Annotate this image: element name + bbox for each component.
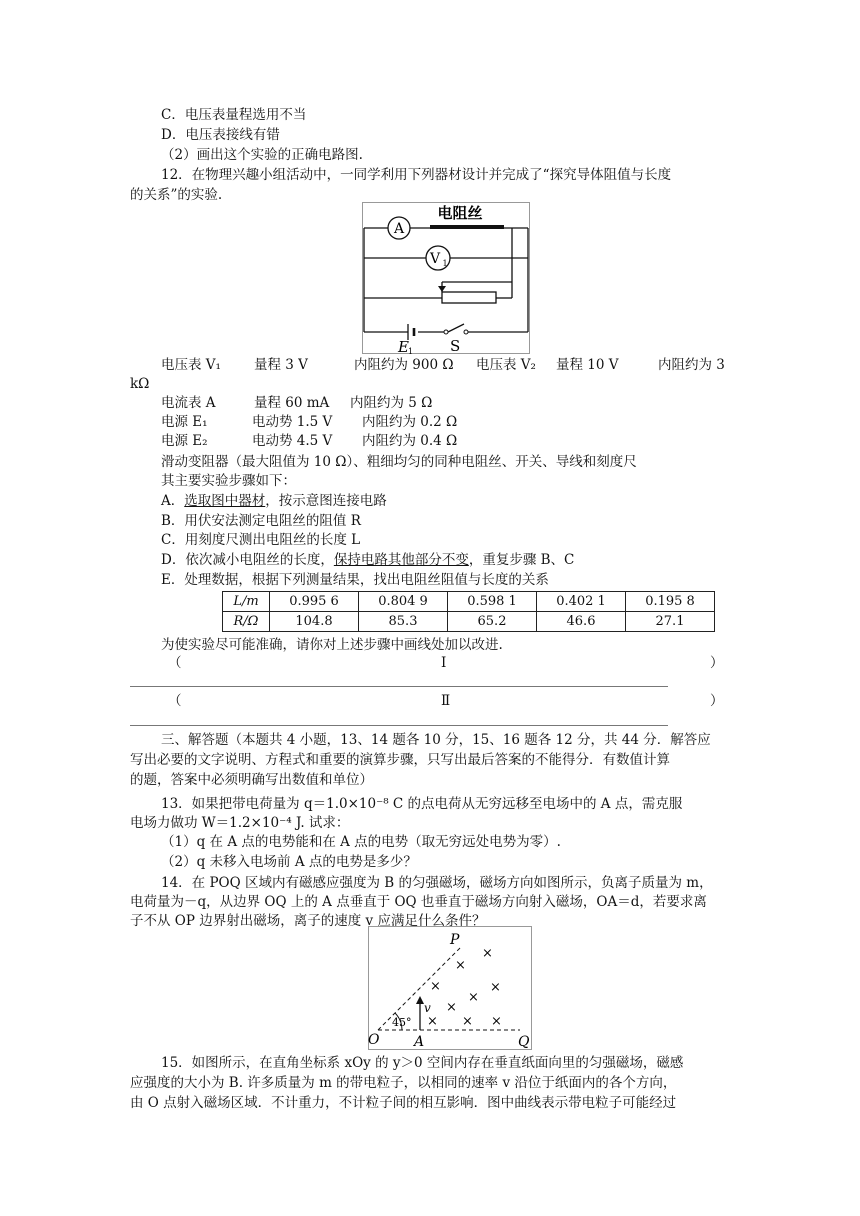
table-cell: 27.1 [626, 612, 715, 632]
field-cross-icon: × [455, 958, 466, 973]
point-a: A [414, 1034, 425, 1050]
row-label-length: L/m [223, 592, 270, 612]
e2-emf: 电动势 4.5 V [252, 433, 333, 449]
e2-name: 电源 E₂ [161, 433, 208, 449]
field-cross-icon: × [462, 1014, 473, 1029]
v1-name: 电压表 V₁ [161, 357, 221, 373]
step-c: C．用刻度尺测出电阻丝的长度 L [161, 532, 361, 548]
answer-line-1[interactable] [130, 686, 668, 687]
ammeter-resistance: 内阻约为 5 Ω [350, 395, 433, 411]
q12-stem-line2: 的关系”的实验. [130, 187, 223, 203]
blank2-close: ） [710, 693, 724, 709]
option-c: C．电压表量程选用不当 [161, 107, 307, 123]
table-cell: 104.8 [270, 612, 359, 632]
table-cell: 65.2 [448, 612, 537, 632]
switch-label: S [450, 337, 461, 354]
table-cell: 0.195 8 [626, 592, 715, 612]
field-cross-icon: × [490, 980, 501, 995]
table-cell: 0.402 1 [537, 592, 626, 612]
table-cell: 46.6 [537, 612, 626, 632]
rheostat-line: 滑动变阻器（最大阻值为 10 Ω）、粗细均匀的同种电阻丝、开关、导线和刻度尺 [161, 454, 637, 470]
step-a-rest: ，按示意图连接电路 [265, 493, 387, 509]
field-cross-icon: × [491, 1014, 502, 1029]
point-o: O [368, 1032, 380, 1048]
velocity-label: v [424, 1001, 431, 1015]
step-a [161, 492, 387, 510]
table-cell: 0.804 9 [359, 592, 448, 612]
step-d-underlined: 保持电路其他部分不变 [333, 552, 469, 568]
ammeter-name: 电流表 A [161, 395, 216, 411]
v2-resistance: 内阻约为 3 [658, 357, 725, 373]
table-row [223, 612, 715, 632]
answer-line-2[interactable] [130, 725, 668, 726]
voltmeter-label: V [429, 251, 441, 267]
blank1-open: （ [168, 655, 182, 671]
circuit-diagram [362, 202, 530, 354]
e2-resistance: 内阻约为 0.4 Ω [362, 433, 458, 449]
step-a-underlined: 选取图中器材 [184, 493, 266, 509]
battery-sub: 1 [408, 347, 414, 354]
field-cross-icon: × [446, 1000, 457, 1015]
blank2-label: Ⅱ [441, 693, 451, 709]
e1-emf: 电动势 1.5 V [252, 414, 333, 430]
v2-range: 量程 10 V [556, 357, 619, 373]
step-d-rest: ，重复步骤 B、C [468, 552, 575, 568]
steps-intro: 其主要实验步骤如下： [161, 473, 296, 489]
improve-prompt: 为使实验尽可能准确，请你对上述步骤中画线处加以改进. [161, 637, 503, 653]
rheostat-icon [442, 292, 496, 303]
q15-line3: 由 O 点射入磁场区域．不计重力，不计粒子间的相互影响．图中曲线表示带电粒子可能经过 [130, 1095, 677, 1111]
switch-pivot-icon [444, 330, 448, 334]
wire-label: 电阻丝 [437, 204, 483, 222]
magnetic-field-diagram [368, 926, 532, 1050]
point-p: P [450, 932, 460, 948]
step-e: E．处理数据，根据下列测量结果，找出电阻丝阻值与长度的关系 [161, 572, 549, 588]
field-crosses [427, 946, 502, 1029]
v1-resistance: 内阻约为 900 Ω [354, 357, 454, 373]
blank1-label: Ⅰ [441, 655, 447, 671]
field-cross-icon: × [427, 1014, 438, 1029]
resistance-wire-icon [430, 225, 504, 229]
e1-name: 电源 E₁ [161, 414, 208, 430]
slider-arrow-icon [438, 286, 446, 292]
v2-resistance-unit: kΩ [130, 376, 150, 392]
option-d: D．电压表接线有错 [161, 127, 280, 143]
blank1-close: ） [710, 655, 724, 671]
q14-line2: 电荷量为－q，从边界 OQ 上的 A 点垂直于 OQ 也垂直于磁场方向射入磁场，OA＝d，若要求离 [130, 894, 707, 910]
step-d [161, 551, 574, 569]
point-q: Q [518, 1034, 530, 1050]
step-a-prefix: A． [161, 493, 185, 509]
v1-range: 量程 3 V [254, 357, 308, 373]
e1-resistance: 内阻约为 0.2 Ω [362, 414, 458, 430]
q12-stem-line1: 12．在物理兴趣小组活动中，一同学利用下列器材设计并完成了“探究导体阻值与长度 [161, 167, 672, 183]
section3-line1: 三、解答题（本题共 4 小题，13、14 题各 10 分，15、16 题各 12 分，共 44 分．解答应 [161, 732, 711, 748]
table-cell: 0.995 6 [270, 592, 359, 612]
measurement-table [222, 591, 715, 632]
v2-name: 电压表 V₂ [476, 357, 536, 373]
q13-part2: （2）q 未移入电场前 A 点的电势是多少？ [161, 854, 417, 870]
ammeter-label: A [393, 221, 405, 237]
q15-line1: 15．如图所示，在直角坐标系 xOy 的 y＞0 空间内存在垂直纸面向里的匀强磁场，磁感 [161, 1055, 684, 1071]
step-b: B．用伏安法测定电阻丝的阻值 R [161, 513, 361, 529]
battery-label: E [398, 338, 409, 354]
field-cross-icon: × [482, 946, 493, 961]
field-cross-icon: × [430, 979, 441, 994]
q14-line3: 子不从 OP 边界射出磁场，离子的速度 v 应满足什么条件？ [130, 913, 486, 929]
field-cross-icon: × [468, 990, 479, 1005]
table-cell: 0.598 1 [448, 592, 537, 612]
q13-line1: 13．如果把带电荷量为 q＝1.0×10⁻⁸ C 的点电荷从无穷远移至电场中的 A 点，需克服 [161, 796, 683, 812]
q15-line2: 应强度的大小为 B. 许多质量为 m 的带电粒子，以相同的速率 v 沿位于纸面内的各个方向， [130, 1075, 677, 1091]
table-row [223, 592, 715, 612]
table-cell: 85.3 [359, 612, 448, 632]
q13-part1: （1）q 在 A 点的电势能和在 A 点的电势（取无穷远处电势为零）. [161, 834, 561, 850]
q11-part2: （2）画出这个实验的正确电路图. [161, 147, 363, 163]
row-label-resistance: R/Ω [223, 612, 270, 632]
voltmeter-sub: 1 [442, 259, 448, 268]
blank2-open: （ [168, 693, 182, 709]
q14-line1: 14．在 POQ 区域内有磁感应强度为 B 的匀强磁场，磁场方向如图所示，负离子质量为 m， [161, 875, 713, 891]
section3-line2: 写出必要的文字说明、方程式和重要的演算步骤，只写出最后答案的不能得分．有数值计算 [130, 752, 670, 768]
velocity-arrowhead-icon [416, 996, 424, 1004]
angle-label: 45° [392, 1016, 412, 1029]
section3-line3: 的题，答案中必须明确写出数值和单位） [130, 772, 373, 788]
ammeter-range: 量程 60 mA [254, 395, 330, 411]
step-d-prefix: D．依次减小电阻丝的长度， [161, 552, 334, 568]
q13-line2: 电场力做功 W＝1.2×10⁻⁴ J. 试求： [130, 815, 350, 831]
switch-contact-icon [464, 330, 468, 334]
